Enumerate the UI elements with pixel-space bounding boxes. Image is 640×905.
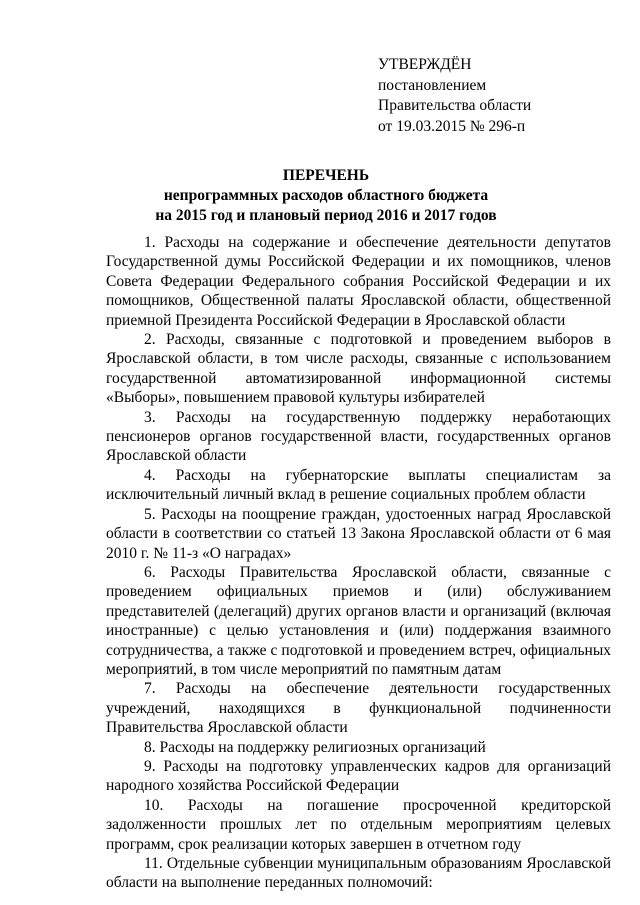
list-item: 11. Отдельные субвенции муниципальным образованиям Ярославской области на выполнение переданных полномочий: (106, 855, 611, 892)
list-item: 1. Расходы на содержание и обеспечение деятельности депутатов Государственной думы Российской Федерации и их помощников, членов Совета Федерации Федерального собрания Российской Федерации и их помощников, Общественной палаты Ярославской области, общественной приемной Президента Российской Федерации в Ярославской области (106, 234, 611, 329)
list-item: 8. Расходы на поддержку религиозных организаций (144, 738, 486, 756)
approval-stamp (378, 55, 618, 137)
list-item: 4. Расходы на губернаторские выплаты специалистам за исключительный личный вклад в решение социальных проблем области (106, 466, 611, 504)
list-item: 7. Расходы на обеспечение деятельности государственных учреждений, находящихся в функциональной подчиненности Правительства Ярославской области (106, 680, 611, 737)
approval-authority: Правительства области (378, 97, 532, 114)
expense-list (106, 233, 611, 893)
title-subtitle-line-1: непрограммных расходов областного бюджета (163, 187, 489, 204)
list-item: 6. Расходы Правительства Ярославской области, связанные с проведением официальных приемов и (или) обслуживанием представителей (делегаций) других органов власти и организаций (включая иностранные) с целью установления и (или) поддержания взаимного сотрудничества, а также с подготовкой и проведением встреч, официальных мероприятий, в том числе мероприятий по памятным датам (106, 563, 611, 678)
list-item: 5. Расходы на поощрение граждан, удостоенных наград Ярославской области в соответствии со статьей 13 Закона Ярославской области от 6 мая 2010 г. № 11-з «О наградах» (106, 505, 611, 562)
document-title (60, 166, 592, 226)
title-subtitle-line-2: на 2015 год и плановый период 2016 и 2017 годов (155, 207, 497, 224)
approval-basis: постановлением (378, 76, 487, 94)
approval-date-number: от 19.03.2015 № 296-п (378, 117, 526, 135)
list-item: 9. Расходы на подготовку управленческих кадров для организаций народного хозяйства Российской Федерации (106, 757, 611, 795)
title-heading: ПЕРЕЧЕНЬ (282, 167, 370, 184)
list-item: 2. Расходы, связанные с подготовкой и проведением выборов в Ярославской области, в том числе расходы, связанные с использованием государственной автоматизированной информационной системы «Выборы», повышением правовой культуры избирателей (106, 331, 611, 407)
list-item: 3. Расходы на государственную поддержку неработающих пенсионеров органов государственной власти, государственных органов Ярославской области (106, 408, 611, 465)
approval-status: УТВЕРЖДЁН (378, 56, 472, 73)
list-item: 10. Расходы на погашение просроченной кредиторской задолженности прошлых лет по отдельным мероприятиям целевых программ, срок реализации которых завершен в отчетном году (106, 796, 611, 853)
